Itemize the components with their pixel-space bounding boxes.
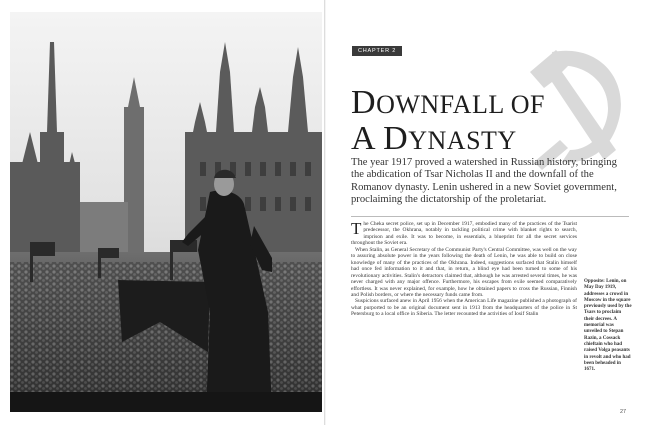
- body-paragraph: [351, 221, 577, 247]
- page-gutter: [324, 0, 326, 425]
- photo-caption: Opposite: Lenin, on May Day 1919, addresses a crowd in Moscow in the square previously used by the Tsars to proclaim their decrees. A memorial was unveiled to Stepan Razin, a Cossack chieftain who had raised Volga peasants in revolt and who had been beheaded in 1671.: [584, 279, 632, 373]
- title-line2-cap: A D: [351, 120, 409, 157]
- title-line2-rest: YNASTY: [408, 126, 517, 155]
- title-line1-rest: OWNFALL OF: [376, 90, 545, 119]
- title-line1-cap: D: [351, 84, 377, 121]
- section-divider: [351, 216, 629, 217]
- chapter-tag: CHAPTER 2: [352, 46, 402, 56]
- body-text: [351, 221, 577, 318]
- lead-paragraph: The year 1917 proved a watershed in Russian history, bringing the abdication of Tsar Nicholas II and the downfall of the Romanov dynasty. Lenin ushered in a new Soviet government, proclaiming the dictatorship of the proletariat.: [351, 157, 617, 206]
- chapter-title: [351, 86, 621, 158]
- lenin-may-day-photo: [10, 12, 322, 412]
- body-paragraph-text: he Cheka secret police, set up in December 1917, embodied many of the practices of the Tsarist predecessor, the Okhrana, notably in tackling political crime with blanket rights to search, imprison and exile. It was to become, in essentials, a blueprint for all the secret services throughout the Soviet era.: [351, 221, 577, 247]
- body-paragraph: Suspicions surfaced anew in April 1956 when the American Life magazine published a photograph of what purported to be an original document sent in 1913 from the headquarters of the police in St Petersburg to a local office in Siberia. The letter recounted the activities of Iosif Stalin: [351, 298, 577, 318]
- drop-cap: T: [351, 219, 362, 238]
- page-number: 27: [620, 409, 627, 415]
- body-paragraph: When Stalin, as General Secretary of the Communist Party's Central Committee, was well on the way to assuring absolute power in the years following the death of Lenin, he was able to build on close knowledge of many of the practices of the Okhrana. Indeed, suggestions surfaced that Stalin himself had once fed information to it and that, in return, a blind eye had been turned to some of his revolutionary activities. Stalin's detractors claimed that, although he was arrested several times, he was never charged with any major offence. Furthermore, his escapes from exile seemed comparatively effortless. It was never explained, for example, how he obtained papers to cross the Russian, Finnish and Polish borders, or where the necessary funds came from.: [351, 246, 577, 298]
